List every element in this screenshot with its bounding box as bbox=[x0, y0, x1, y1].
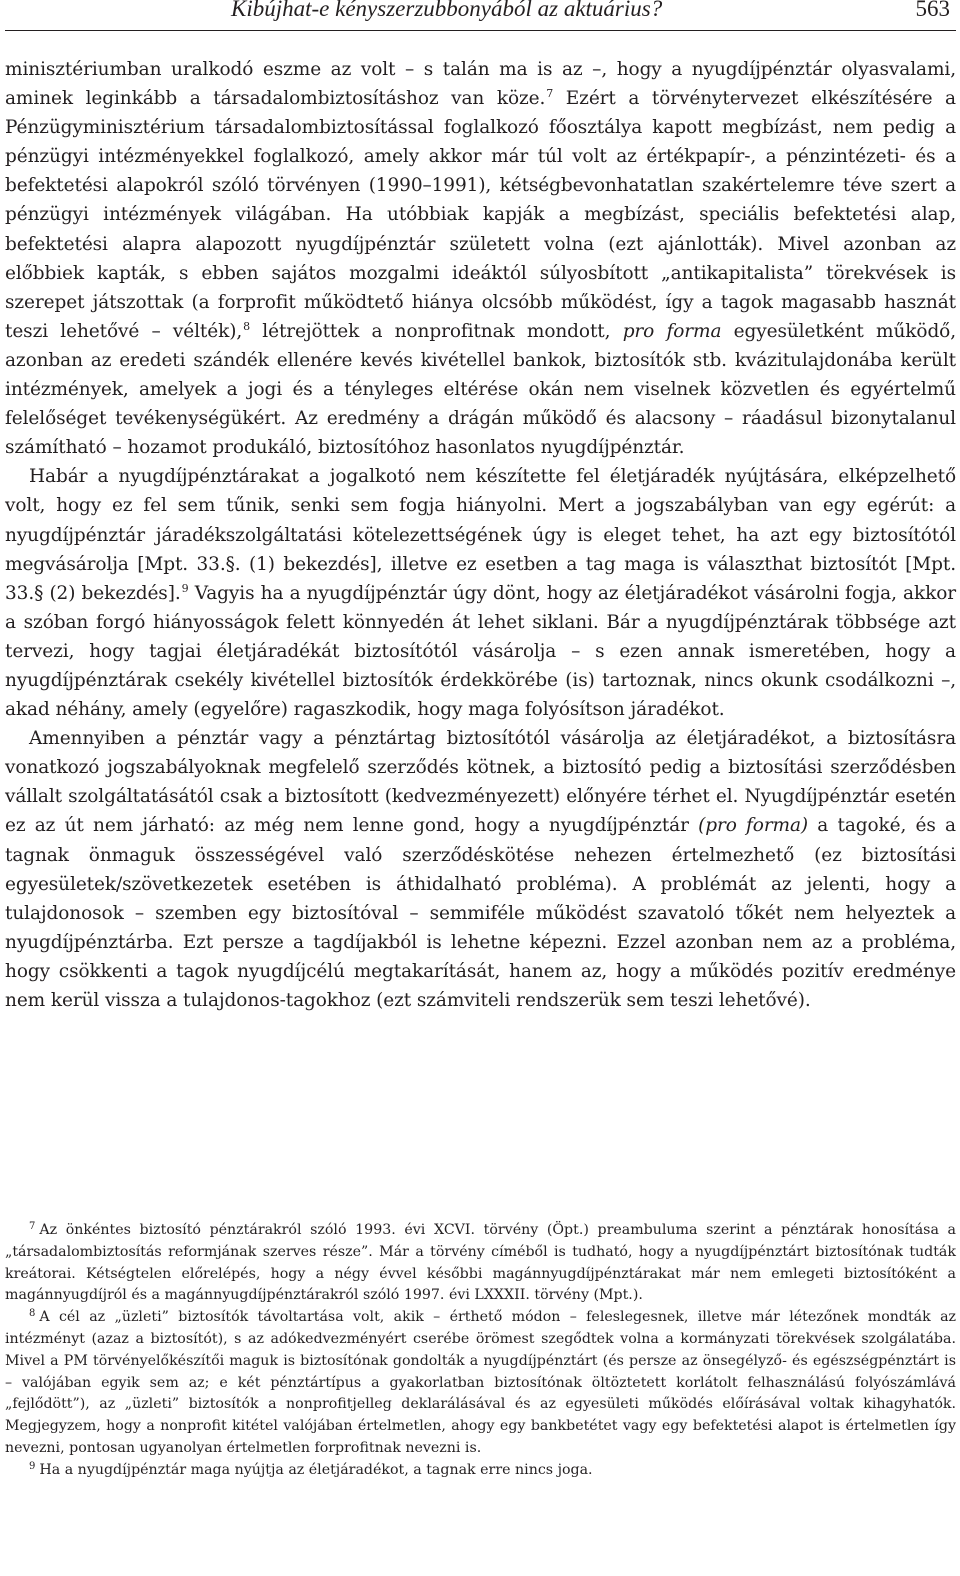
paragraph-3-italic-pro-forma: (pro forma) bbox=[698, 815, 809, 837]
paragraph-1-text-c: létrejöttek a nonprofitnak mondott, bbox=[250, 320, 623, 342]
footnote-text: A cél az „üzleti” biztosítók távoltartása volt, akik – érthető módon – feleslegesnek, illetve már létezőnek mondták az intézményt (azaz a biztosítót), s az adókedvezményért cserébe örömest szegődtek volna a kormányzati törekvések szolgálatába. Mivel a PM törvényelőkészítői maguk is biztosítónak gondolták a nyugdíjpénztárt (és persze az önsegélyző- és egészségpénztárt is – valójában egyik sem az; e két pénztártípus a gyakorlatban biztosítónak öltöztetett korlátolt felhasználású folyószámlává „fejlődött”), az „üzleti” biztosítók a nonprofitjelleg deklarálásával és az egyesületi működés előírásával voltak kihagyhatók. Megjegyzem, hogy a nonprofit kitétel valójában értelmetlen, ahogy egy bankbetétet vagy egy befektetési alapot is értelmetlen így nevezni, pontosan ugyanolyan értelmetlen forprofitnak nevezni is. bbox=[5, 1309, 956, 1456]
running-head bbox=[5, 0, 956, 31]
paragraph-1 bbox=[5, 55, 956, 462]
footnote-ref-7: 7 bbox=[546, 87, 554, 101]
paragraph-3 bbox=[5, 724, 956, 1015]
page-number: 563 bbox=[915, 0, 950, 21]
footnote-8 bbox=[5, 1307, 956, 1460]
paragraph-2-text-b: Vagyis ha a nyugdíjpénztár úgy dönt, hogy az életjáradékot vásárolni fogja, akkor a szóban forgó hiányosságok felett könnyedén át lehet siklani. Bár a nyugdíjpénztárak többsége azt tervezi, hogy tagjai életjáradékát biztosítótól vásárolja – s ezen annak ismeretében, hogy a nyugdíjpénztárak csekély kivétellel biztosítók érdekkörébe (is) tartoznak, nincs okunk csodálkozni –, akad néhány, amely (egyelőre) ragaszkodik, hogy maga folyósítson járadékot. bbox=[5, 582, 956, 721]
footnote-text: Az önkéntes biztosító pénztárakról szóló 1993. évi XCVI. törvény (Öpt.) preambuluma szerint a pénztárak honosítása a „társadalombiztosítás reformjának szerves része”. Már a törvény címéből is tudható, hogy a nyugdíjpénztárt biztosítónak tudták kreátorai. Kétségtelen előrelépés, hogy a négy évvel későbbi magánnyugdíjpénztárakat már nem emlegeti biztosítóként a magánnyugdíjról és a magánnyugdíjpénztárakról szóló 1997. évi LXXXII. törvény (Mpt.). bbox=[5, 1222, 956, 1304]
footnote-ref-8: 8 bbox=[243, 319, 251, 333]
paragraph-2-text-a: Habár a nyugdíjpénztárakat a jogalkotó nem készítette fel életjáradék nyújtására, elképzelhető volt, hogy ez fel sem tűnik, senki sem fogja hiányolni. Mert a jogszabályban van egy egérút: a nyugdíjpénztár járadékszolgáltatási kötelezettségének úgy is eleget tehet, ha azt egy biztosítótól megvásárolja [Mpt. 33.§. (1) bekezdés], illetve ez esetben a tag maga is választhat biztosítót [Mpt. 33.§ (2) bekezdés]. bbox=[5, 466, 956, 604]
footnote-text: Ha a nyugdíjpénztár maga nyújtja az életjáradékot, a tagnak erre nincs joga. bbox=[39, 1461, 593, 1478]
paragraph-1-text-a: minisztériumban uralkodó eszme az volt – s talán ma is az –, hogy a nyugdíjpénztár olyasvalami, aminek leginkább a társadalombiztosításhoz van köze. bbox=[5, 59, 956, 110]
footnote-number: 8 bbox=[29, 1308, 36, 1320]
paragraph-3-text-a: Amennyiben a pénztár vagy a pénztártag biztosítótól vásárolja az életjáradékot, a biztosításra vonatkozó jogszabályoknak megfelelő szerződés kötnek, a biztosító pedig a biztosítási szerződésben vállalt szolgáltatásától csak a biztosított (kedvezményezett) előnyére térhet el. Nyugdíjpénztár esetén ez az út nem járható: az még nem lenne gond, hogy a nyugdíjpénztár bbox=[5, 728, 956, 837]
footnote-9 bbox=[5, 1460, 956, 1482]
footnote-number: 9 bbox=[29, 1460, 36, 1472]
paragraph-1-italic-pro-forma: pro forma bbox=[622, 320, 722, 342]
running-head-title: Kibújhat-e kényszerzubbonyából az aktuárius? bbox=[231, 0, 663, 21]
paragraph-2 bbox=[5, 462, 956, 724]
footnotes bbox=[5, 1220, 956, 1482]
footnote-7 bbox=[5, 1220, 956, 1307]
paragraph-1-text-e: egyesületként működő, azonban az eredeti szándék ellenére kevés kivétellel bankok, biztosítók stb. kvázitulajdonába került intézmények, amelyek a jogi és a tényleges eltérése okán nem viselnek közvetlen és egyértelmű felelőséget tevékenységükért. Az eredmény a drágán működő és alacsony – ráadásul bizonytalanul számítható – hozamot produkáló, biztosítóhoz hasonlatos nyugdíjpénztár. bbox=[5, 320, 957, 459]
footnote-number: 7 bbox=[29, 1221, 36, 1232]
footnote-ref-9: 9 bbox=[181, 581, 189, 595]
body-text bbox=[5, 55, 956, 1015]
paragraph-1-text-b: Ezért a törvénytervezet elkészítésére a Pénzügyminisztérium társadalombiztosítással foglalkozó főosztálya kapott megbízást, nem pedig a pénzügyi intézményekkel foglalkozó, amely akkor már túl volt az értékpapír-, a pénzintézeti- és a befektetési alapokról szóló törvényen (1990–1991), kétségbevonhatatlan szakértelemre téve szert a pénzügyi intézmények világában. Ha utóbbiak kapják a megbízást, speciális befektetési alap, befektetési alapra alapozott nyugdíjpénztár született volna (ezt ajánlották). Mivel azonban az előbbiek kapták, s ebben sajátos mozgalmi ideáktól súlyosbított „antikapitalista” törekvések is szerepet játszottak (a forprofit működtető hiánya olcsóbb működést, így a tagok magasabb hasznát teszi lehetővé – vélték), bbox=[5, 88, 956, 342]
paragraph-3-text-c: a tagoké, és a tagnak önmaguk összességével való szerződéskötése nehezen értelmezhető (ez biztosítási egyesületek/szövetkezetek esetében is áthidalható probléma). A problémát az jelenti, hogy a tulajdonosok – szemben egy biztosítóval – semmiféle működést szavatoló tőkét nem helyeztek a nyugdíjpénztárba. Ezt persze a tagdíjakból is lehetne képezni. Ezzel azonban nem az a probléma, hogy csökkenti a tagok nyugdíjcélú megtakarítását, hanem az, hogy a működés pozitív eredménye nem kerül vissza a tulajdonos-tagokhoz (ezt számviteli rendszerük sem teszi lehetővé). bbox=[5, 815, 956, 1011]
